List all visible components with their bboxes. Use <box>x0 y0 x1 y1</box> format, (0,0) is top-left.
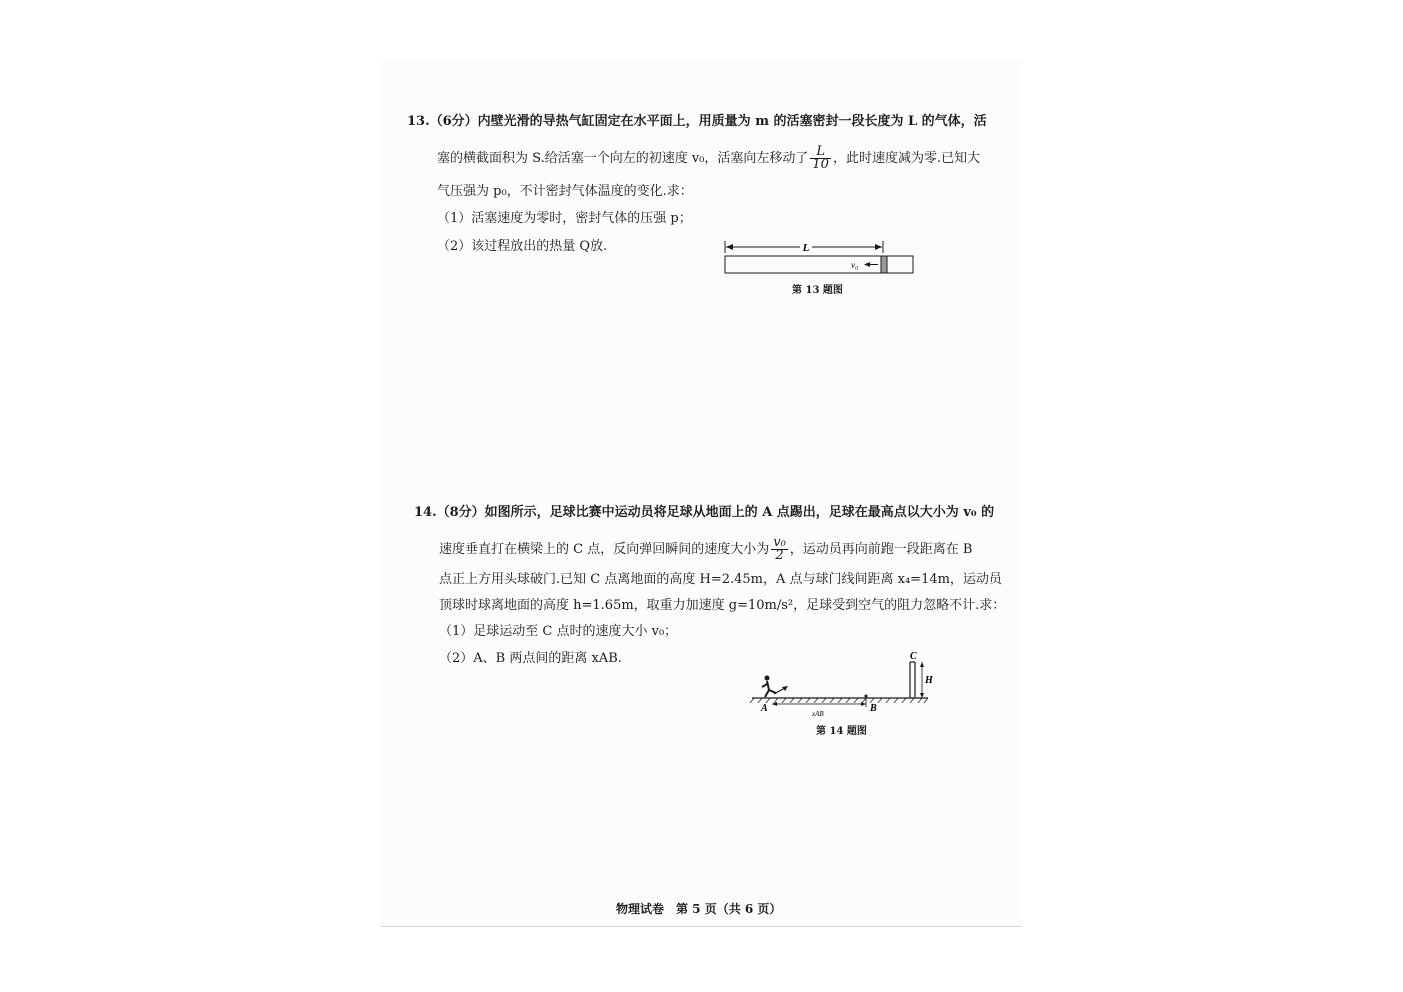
q13-sub2: （2）该过程放出的热量 Q放. <box>437 239 608 254</box>
q13-label-v0: v₀ <box>851 260 859 270</box>
q13-line2-pre: 塞的横截面积为 S.给活塞一个向左的初速度 v₀，活塞向左移动了 <box>437 151 809 166</box>
q14-label-B: B <box>870 703 877 714</box>
q13-arrow-right <box>875 244 882 250</box>
q14-line4: 顶球时球离地面的高度 h=1.65m，取重力加速度 g=10m/s²，足球受到空气的阻力忽略不计.求： <box>439 598 1006 613</box>
q13-frac-den: 10 <box>812 157 829 172</box>
q14-fraction <box>771 537 788 562</box>
q14-sub1: （1）足球运动至 C 点时的速度大小 v₀； <box>439 624 678 639</box>
q14-line1: 14.（8分）如图所示，足球比赛中运动员将足球从地面上的 A 点踢出，足球在最高点以大小为 v₀ 的 <box>414 505 995 520</box>
q13-line3: 气压强为 p₀，不计密封气体温度的变化.求： <box>437 184 693 199</box>
q14-sub2: （2）A、B 两点间的距离 xAB. <box>439 651 622 666</box>
q14-ball-b <box>865 695 868 698</box>
q14-line2 <box>439 537 972 562</box>
q13-velocity-arrowhead <box>864 262 870 267</box>
q14-label-C: C <box>910 651 917 662</box>
q14-label-H: H <box>925 675 933 686</box>
q13-piston <box>881 256 887 273</box>
q14-frac-den: 2 <box>775 548 784 563</box>
q14-label-A: A <box>761 703 768 714</box>
q14-line2-pre: 速度垂直打在横梁上的 C 点，反向弹回瞬间的速度大小为 <box>439 542 770 557</box>
q14-line2-post: ，运动员再向前跑一段距离在 B <box>789 542 973 557</box>
q13-label-L: L <box>802 242 810 254</box>
q14-caption: 第 14 题图 <box>816 726 867 737</box>
q13-line1: 13.（6分）内壁光滑的导热气缸固定在水平面上，用质量为 m 的活塞密封一段长度为 L 的气体，活 <box>407 114 987 129</box>
q14-kick-arrow <box>774 688 785 694</box>
q14-figure <box>748 648 938 718</box>
q13-line2 <box>437 146 980 171</box>
q14-frac-num: v₀ <box>773 535 786 550</box>
q14-label-xab: xAB <box>812 710 824 718</box>
q14-xab-arrow-right <box>861 702 866 706</box>
q14-line3: 点正上方用头球破门.已知 C 点离地面的高度 H=2.45m，A 点与球门线间距离 x₄=14m，运动员 <box>439 572 1002 587</box>
q13-sub1: （1）活塞速度为零时，密封气体的压强 p； <box>437 211 692 226</box>
q13-fraction <box>810 146 831 171</box>
q13-frac-num: L <box>810 146 831 159</box>
page-footer: 物理试卷 第 5 页（共 6 页） <box>616 902 782 916</box>
q14-kick-arrowhead <box>782 686 788 691</box>
q13-arrow-left <box>726 244 733 250</box>
q14-h-arrow-bottom <box>920 693 924 698</box>
q14-h-arrow-top <box>920 662 924 667</box>
q13-caption: 第 13 题图 <box>792 285 843 296</box>
q13-line2-post: ，此时速度减为零.已知大 <box>832 151 981 166</box>
q13-figure <box>720 236 920 278</box>
